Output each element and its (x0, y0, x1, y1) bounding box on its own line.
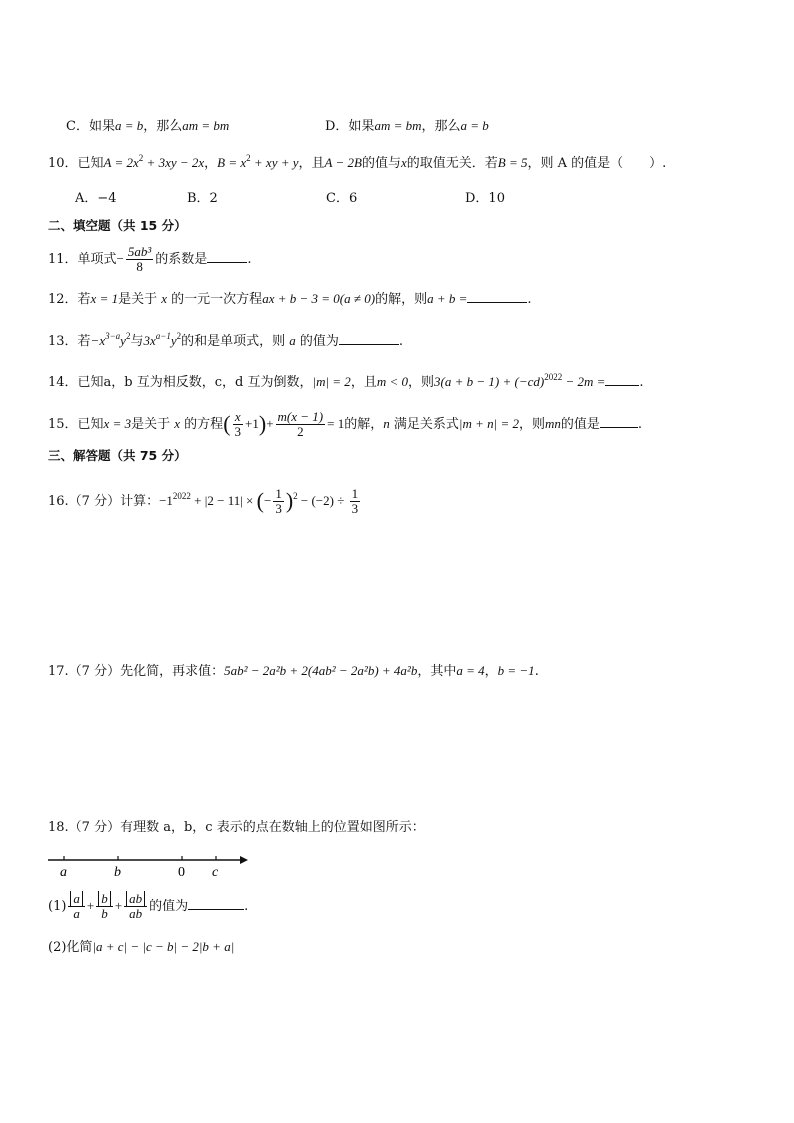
q14-m2: m < 0 (376, 374, 408, 389)
q10-sep: ， (204, 156, 218, 171)
q11-pre: 11．单项式 (48, 252, 117, 267)
q10-option-b: B．2 (187, 191, 218, 206)
q18-part2-pre: (2)化简 (48, 940, 93, 955)
answer-blank[interactable] (600, 415, 638, 428)
q12-m4: a + b = (427, 291, 468, 306)
q16-pre: 16.（7 分）计算： (48, 494, 160, 509)
label-a: a (60, 865, 67, 880)
q10-stem: 10．已知$A = 2x^2 + 3xy - 2x$，$B = x^2$ + xy + y，且A − 2B的值与x的取值无关．若B = 5，则 A 的值是（ ）. (48, 153, 667, 171)
q10-option-d: D．10 (465, 191, 505, 206)
q14-t1: a，b 互为相反数，c，d 互为倒数， (103, 375, 313, 390)
q15-t1: 是关于 (131, 417, 171, 432)
q18-part2 (48, 937, 234, 958)
q10-cond2: 的值与 (361, 156, 401, 171)
q13-t1: 与 (130, 334, 144, 349)
number-line-arrow (240, 856, 248, 864)
q17-t3: . (534, 664, 539, 679)
section-solutions-heading: 三、解答题（共 75 分） (48, 448, 187, 463)
q10-cond4: ，则 A 的值是（ ）. (527, 156, 667, 171)
number-line-diagram (44, 848, 264, 884)
q13-m1: −x (90, 333, 106, 348)
q11-post: 的系数是 (155, 252, 208, 267)
q13: 13．若$-x^{3-a}y^2$与$3x^{a-1}y^2$的和是单项式，则 a 的值为 . (48, 331, 404, 349)
q16-expr3: − (−2) ÷ (297, 493, 348, 508)
answer-blank[interactable] (605, 373, 639, 386)
q12-t2: 的一元一次方程 (171, 292, 263, 307)
q15-t6: 的值是 (560, 417, 600, 432)
q17-t2: ， (484, 664, 498, 679)
answer-blank[interactable] (207, 250, 247, 263)
q14-t3: ，则 (408, 375, 435, 390)
q9-option-d (325, 116, 489, 137)
q11-den: 8 (136, 259, 143, 274)
answer-blank[interactable] (188, 897, 244, 910)
q17-m2: b = −1 (497, 663, 535, 678)
q15-m3: n (383, 416, 390, 431)
q9-c-math1: a = b (114, 118, 144, 133)
q9-option-c (66, 116, 229, 137)
q18-pre: 18.（7 分）有理数 (48, 820, 160, 835)
q12-m2: x (161, 291, 168, 306)
q10-cond2-math: x (400, 155, 407, 170)
q10-cond: ，且 (298, 156, 325, 171)
q17 (48, 661, 539, 682)
q10-a-expr: A = 2x (103, 155, 139, 170)
q13-pre: 13．若 (48, 334, 91, 349)
q15-t3: 的解， (344, 417, 384, 432)
section-fill-in-heading: 二、填空题（共 15 分） (48, 218, 187, 233)
q11-fraction (126, 245, 153, 274)
q17-pre: 17.（7 分）先化简，再求值： (48, 664, 225, 679)
q14-m1: |m| = 2 (312, 374, 351, 389)
q9-c-mid: ，那么 (143, 119, 183, 134)
q15-t2: 的方程 (184, 417, 224, 432)
q14-t2: ，且 (350, 375, 377, 390)
q15-m1: x = 3 (103, 416, 132, 431)
q10-cond-math: A − 2B (324, 155, 362, 170)
q12-m1: x = 1 (90, 291, 119, 306)
q14-pre: 14．已知 (48, 375, 104, 390)
q18-part1-pre: (1) (48, 899, 67, 914)
q15-m4: |m + n| = 2 (458, 416, 519, 431)
q10-option-c: C．6 (326, 191, 358, 206)
q12-pre: 12．若 (48, 292, 91, 307)
q12-m3: ax + b − 3 = 0(a ≠ 0) (262, 291, 376, 306)
q16-expr2: + |2 − 11| × (190, 493, 257, 508)
q11-num: 5ab³ (127, 244, 152, 259)
q9-c-math2: am = bm (182, 118, 230, 133)
q13-m2: 3x (143, 333, 156, 348)
q17-expr: 5ab² − 2a²b + 2(4ab² − 2a²b) + 4a²b (224, 663, 418, 678)
q14-m3: 3(a + b − 1) + (−cd) (434, 374, 545, 389)
q12-t3: 的解，则 (375, 292, 428, 307)
q18-part2-expr: |a + c| − |c − b| − 2|b + a| (92, 939, 235, 954)
answer-blank[interactable] (467, 290, 527, 303)
q11: 11．单项式− $\frac{\text{5ab³}}{8}$ 的系数是 . (48, 244, 252, 274)
answer-blank[interactable] (339, 332, 399, 345)
label-c: c (212, 865, 219, 880)
q10-b-expr-tail: + xy + y (250, 155, 299, 170)
q10-cond3: 的取值无关．若 (406, 156, 498, 171)
q10-cond3-math: B = 5 (497, 155, 528, 170)
q14-m4: − 2m = (562, 374, 606, 389)
q10-option-a: A．−4 (75, 191, 117, 206)
q10-number: 10．已知 (48, 156, 104, 171)
q10-b-expr: B = x (217, 155, 247, 170)
q14: 14．已知a，b 互为相反数，c，d 互为倒数，|m| = 2，且m < 0，则$3(a + b - 1) + (-cd)^{2022} - 2m$ = . (48, 372, 644, 390)
q17-m1: a = 4 (456, 663, 485, 678)
q16-expr1: −1 (159, 493, 173, 508)
q15-pre: 15．已知 (48, 417, 104, 432)
q9-c-label: C．如果 (66, 119, 115, 134)
q18-part1: (1) $\frac{a}{a}$ + $\frac{b}{b}$ + $\frac{ab}{ab}$ 的值为 . (48, 891, 249, 921)
q12: 12．若x = 1是关于 x 的一元一次方程ax + b − 3 = 0(a ≠ 0)的解，则a + b = . (48, 291, 532, 307)
q13-m3: a (289, 333, 296, 348)
q15-m2: x (174, 416, 181, 431)
q15-m5: mn (545, 416, 561, 431)
q9-d-mid: ，那么 (421, 119, 461, 134)
q12-t1: 是关于 (118, 292, 158, 307)
q13-t3: 的值为 (299, 334, 339, 349)
q9-d-math1: am = bm (374, 118, 422, 133)
q18-t1: a，b，c 表示的点在数轴上的位置如图所示： (163, 820, 425, 835)
q9-d-label: D．如果 (325, 119, 375, 134)
q9-d-math2: a = b (460, 118, 489, 133)
q18 (48, 818, 425, 838)
q15-t5: ，则 (518, 417, 545, 432)
q16: 16.（7 分）计算：$-1^{2022} + |2 - 11|$ × (− $\frac{1}{3}$ )$^2$ − (−2) ÷ $\frac{1}{3}$ (48, 486, 359, 516)
q13-t2: 的和是单项式，则 (181, 334, 286, 349)
q15: 15．已知x = 3是关于 x 的方程( $\frac{x}{3}$ +1)+ $\frac{m(x - 1)}{2}$ = 1的解，n 满足关系式|m + n| = 2，则mn的值是 . (48, 409, 643, 439)
q18-part1-post: 的值为 (149, 899, 189, 914)
label-zero: 0 (178, 865, 185, 880)
q15-t4: 满足关系式 (393, 417, 459, 432)
q10-a-expr-tail: + 3xy − 2x (143, 155, 205, 170)
label-b: b (114, 865, 121, 880)
q17-t1: ，其中 (417, 664, 457, 679)
